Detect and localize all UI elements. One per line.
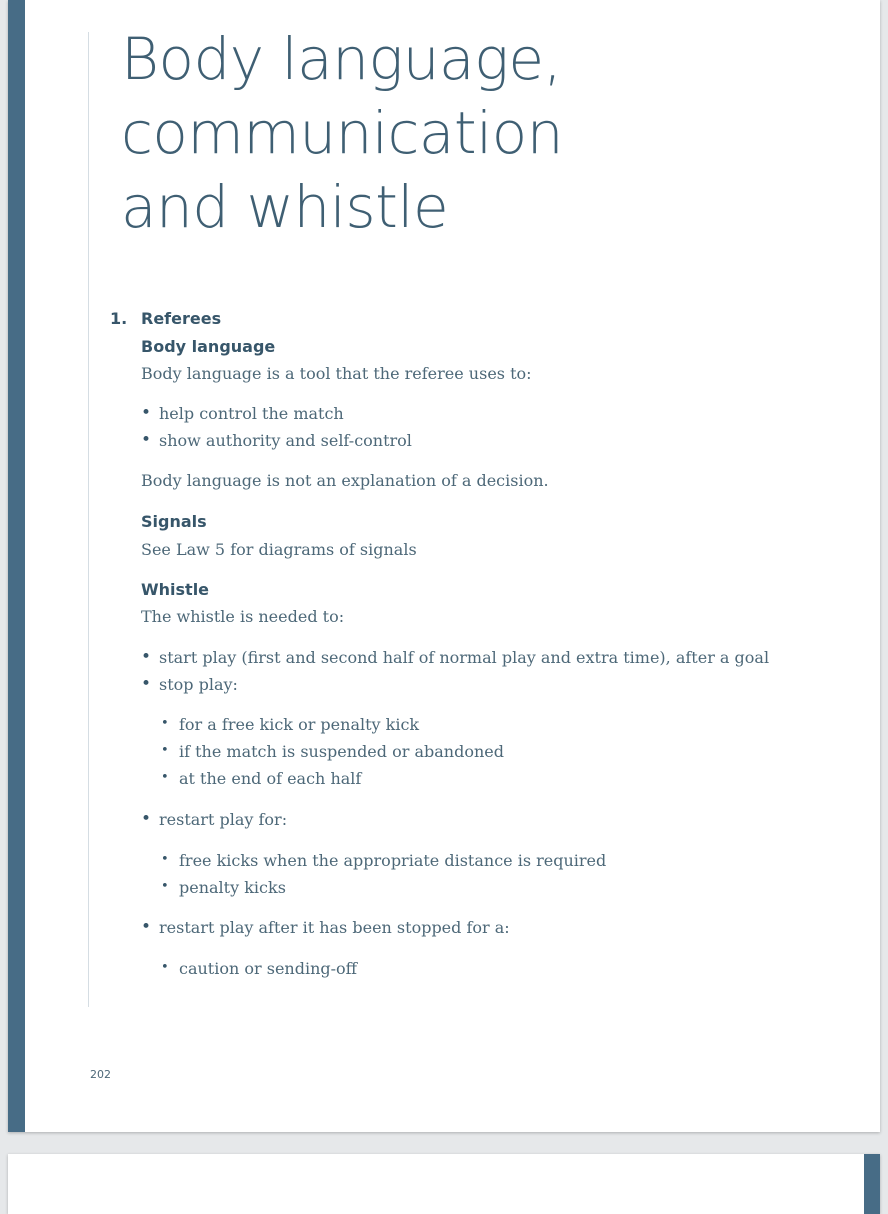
bullet-icon: •: [141, 809, 152, 829]
bullet-icon: •: [161, 852, 169, 867]
next-page-edge-stripe: [864, 1154, 880, 1214]
signals-text: See Law 5 for diagrams of signals: [141, 540, 417, 559]
body-language-heading: Body language: [141, 337, 276, 356]
bullet-icon: •: [141, 403, 152, 423]
next-page-preview: [8, 1154, 880, 1214]
page-number: 202: [90, 1068, 111, 1081]
title-line: communication: [121, 99, 564, 167]
document-page: Body language, communication and whistle 1. Referees Body language Body language is a tool that the referee uses to: • help control the match • show authority and self-control Body language is not an explanation of a decision. Signals See Law 5 for diagrams of signals Whistle The whistle is needed to: • start play (first and second half of normal play and extra time), after a goal • stop play: • for a free kick or penalty kick • if the match is suspended or abandoned • at the end of each half • restart play for: • free kicks when the appropriate distance is required • penalty kicks • restart play after it has been stopped for a: • caution or sending-off 202: [8, 0, 880, 1132]
signals-heading: Signals: [141, 512, 207, 531]
page-title: [121, 22, 821, 244]
bullet-icon: •: [161, 879, 169, 894]
margin-rule: [88, 32, 89, 1007]
body-language-note: Body language is not an explanation of a decision.: [141, 471, 549, 490]
section-heading: Referees: [141, 309, 222, 328]
body-language-intro: Body language is a tool that the referee uses to:: [141, 364, 532, 383]
bullet-icon: •: [141, 917, 152, 937]
section-number: 1.: [110, 309, 128, 328]
bullet-icon: •: [161, 716, 169, 731]
title-line: Body language,: [121, 25, 562, 93]
bullet-icon: •: [161, 770, 169, 785]
bullet-icon: •: [141, 647, 152, 667]
title-line: and whistle: [121, 173, 449, 241]
bullet-icon: •: [161, 743, 169, 758]
bullet-icon: •: [141, 430, 152, 450]
bullet-icon: •: [141, 674, 152, 694]
whistle-heading: Whistle: [141, 580, 210, 599]
whistle-intro: The whistle is needed to:: [141, 607, 345, 626]
bullet-icon: •: [161, 960, 169, 975]
page-edge-stripe: [8, 0, 25, 1132]
